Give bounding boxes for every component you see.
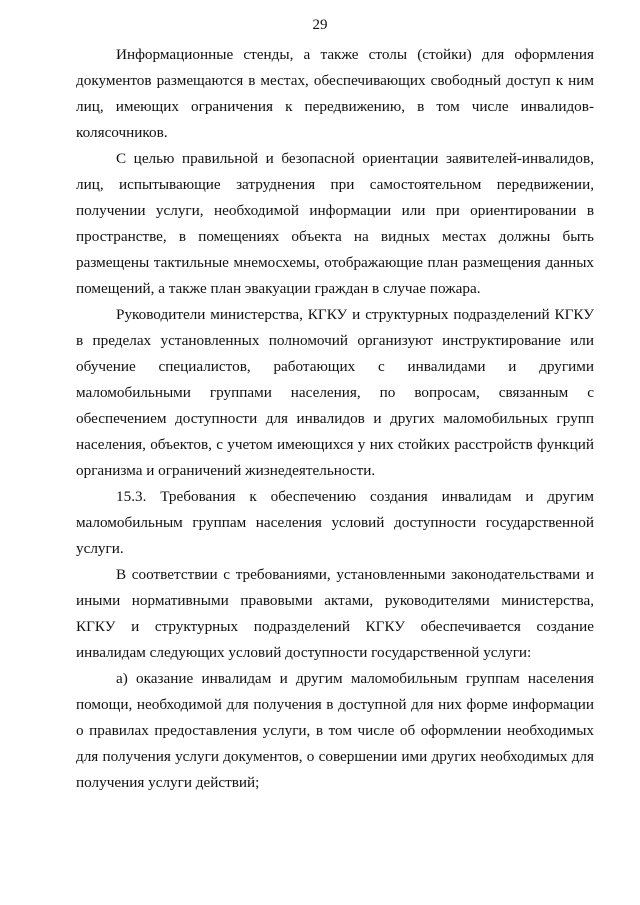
paragraph-accessibility-conditions: В соответствии с требованиями, установленными законодательствами и иными нормативными правовыми актами, руководителями министерства, КГКУ и структурных подразделений КГКУ обеспечивается создание инвалидам следующих условий доступности государственной услуги: (76, 566, 594, 661)
paragraph-tactile-schemes: С целью правильной и безопасной ориентации заявителей-инвалидов, лиц, испытывающие затруднения при самостоятельном передвижении, получении услуги, необходимой информации или при ориентировании в пространстве, в помещениях объекта на видных местах должны быть размещены тактильные мнемосхемы, отображающие план размещения данных помещений, а также план эвакуации граждан в случае пожара. (76, 150, 594, 297)
paragraph-info-stands: Информационные стенды, а также столы (стойки) для оформления документов размещаются в местах, обеспечивающих свободный доступ к ним лиц, имеющих ограничения к передвижению, в том числе инвалидов-колясочников. (76, 46, 594, 141)
paragraph-section-15-3-heading: 15.3. Требования к обеспечению создания инвалидам и другим маломобильным группам населения условий доступности государственной услуги. (76, 488, 594, 557)
document-body (76, 42, 594, 796)
paragraph-item-a: а) оказание инвалидам и другим маломобильным группам населения помощи, необходимой для получения в доступной для них форме информации о правилах предоставления услуги, в том числе об оформлении необходимых для получения услуги документов, о совершении ими других необходимых для получения услуги действий; (76, 670, 594, 791)
paragraph-staff-training: Руководители министерства, КГКУ и структурных подразделений КГКУ в пределах установленных полномочий организуют инструктирование или обучение специалистов, работающих с инвалидами и другими маломобильными группами населения, по вопросам, связанным с обеспечением доступности для инвалидов и других маломобильных групп населения, объектов, с учетом имеющихся у них стойких расстройств функций организма и ограничений жизнедеятельности. (76, 306, 594, 479)
page-number: 29 (312, 17, 328, 33)
